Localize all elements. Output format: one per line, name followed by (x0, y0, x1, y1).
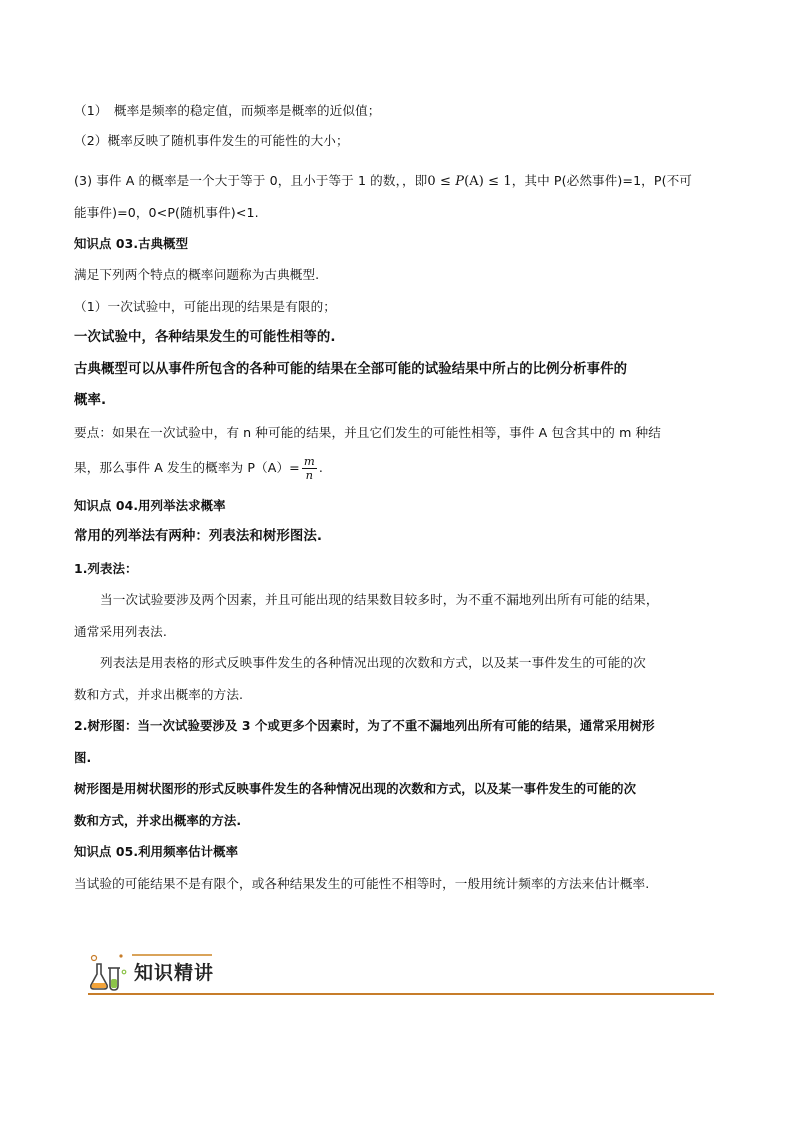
classical-analysis-continued: 概率. (74, 393, 107, 408)
point-1: （1） 概率是频率的稳定值，而频率是概率的近似值； (74, 103, 381, 118)
point-3-text-b: ，其中 P(必然事件)=1，P(不可 (511, 173, 692, 188)
point-3-text-a: (3) 事件 A 的概率是一个大于等于 0，且小于等于 1 的数，，即 (74, 173, 428, 188)
tree-method-heading-continued: 图. (74, 750, 92, 765)
section-title: 知识精讲 (134, 962, 215, 984)
heading-knowledge-03: 知识点 03.古典概型 (74, 236, 189, 251)
list-method-desc-continued: 通常采用列表法. (74, 624, 167, 639)
point-3 (74, 172, 714, 191)
list-method-definition-continued: 数和方式，并求出概率的方法. (74, 687, 244, 702)
classical-analysis: 古典概型可以从事件所包含的各种可能的结果在全部可能的试验结果中所占的比例分析事件的 (74, 362, 628, 377)
classical-feature-1: （1）一次试验中，可能出现的结果是有限的； (74, 299, 336, 314)
classical-feature-2: 一次试验中，各种结果发生的可能性相等的. (74, 330, 336, 345)
frequency-estimate: 当试验的可能结果不是有限个，或各种结果发生的可能性不相等时，一般用统计频率的方法来估计概率. (74, 876, 650, 891)
tree-method-definition: 树形图是用树状图形的形式反映事件发生的各种情况出现的次数和方式，以及某一事件发生的可能的次 (74, 781, 637, 796)
point-2: （2）概率反映了随机事件发生的可能性的大小； (74, 133, 349, 148)
point-3-continued: 能事件)=0，0<P(随机事件)<1. (74, 205, 259, 220)
classical-definition: 满足下列两个特点的概率问题称为古典概型. (74, 267, 320, 282)
heading-knowledge-04: 知识点 04.用列举法求概率 (74, 498, 226, 513)
fraction-denominator: n (305, 468, 314, 482)
list-method-heading: 1.列表法： (74, 561, 138, 576)
lab-flask-icon (88, 952, 128, 992)
tree-method-definition-continued: 数和方式，并求出概率的方法. (74, 813, 242, 828)
list-method-definition: 列表法是用表格的形式反映事件发生的各种情况出现的次数和方式，以及某一事件发生的可能的次 (100, 655, 646, 670)
heading-knowledge-05: 知识点 05.利用频率估计概率 (74, 844, 239, 859)
header-top-rule (132, 954, 212, 956)
probability-fraction (302, 455, 317, 482)
key-point-text: 果，那么事件 A 发生的概率为 P（A）= (74, 460, 300, 475)
probability-inequality: 0 ≤ P(A) ≤ 1 (427, 174, 512, 189)
section-header (88, 950, 714, 996)
tree-method-heading: 2.树形图：当一次试验要涉及 3 个或更多个因素时，为了不重不漏地列出所有可能的结果，通常采用树形 (74, 718, 655, 733)
key-point: 要点：如果在一次试验中，有 n 种可能的结果，并且它们发生的可能性相等，事件 A 包含其中的 m 种结 (74, 425, 661, 440)
key-point-continued: 果，那么事件 A 发生的概率为 P（A）= $\frac{m}{n}$ . (74, 454, 323, 482)
list-method-desc: 当一次试验要涉及两个因素，并且可能出现的结果数目较多时，为不重不漏地列出所有可能的结果， (100, 592, 659, 607)
header-underline (88, 993, 714, 995)
enumeration-methods: 常用的列举法有两种：列表法和树形图法. (74, 529, 323, 544)
fraction-numerator: m (303, 454, 315, 468)
